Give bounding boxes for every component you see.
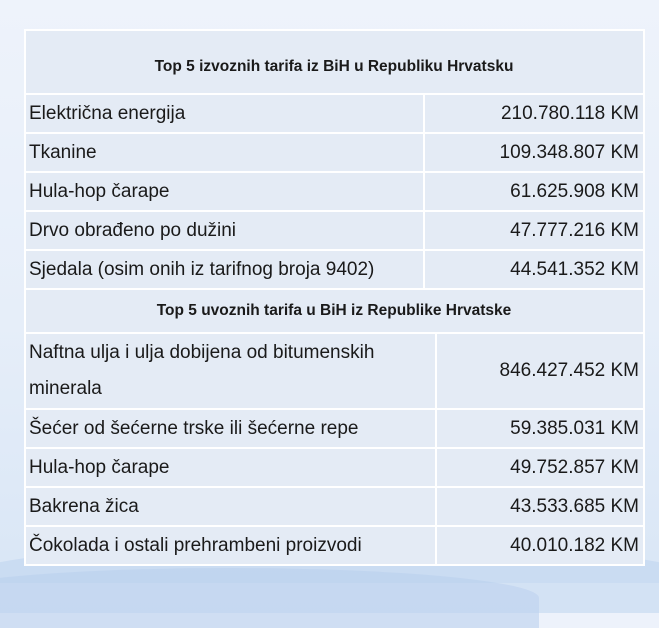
tariff-name: Naftna ulja i ulja dobijena od bitumenskih minerala: [25, 333, 436, 409]
tariff-value: 49.752.857 KM: [436, 448, 644, 487]
tariff-name: Čokolada i ostali prehrambeni proizvodi: [25, 526, 436, 565]
table-row: [25, 172, 644, 211]
tariff-value: 61.625.908 KM: [424, 172, 644, 211]
tariff-value: 43.533.685 KM: [436, 487, 644, 526]
table-row: [25, 333, 644, 409]
tariff-value: 210.780.118 KM: [424, 94, 644, 133]
table-row: [25, 448, 644, 487]
table-title: Top 5 izvoznih tarifa iz BiH u Republiku Hrvatsku: [25, 30, 644, 94]
tariff-name: Šećer od šećerne trske ili šećerne repe: [25, 409, 436, 448]
table-row: [25, 211, 644, 250]
table-row: [25, 409, 644, 448]
tariff-name: Hula-hop čarape: [25, 172, 424, 211]
tariff-value: 40.010.182 KM: [436, 526, 644, 565]
tariff-name: Električna energija: [25, 94, 424, 133]
table-row: [25, 487, 644, 526]
import-tariffs-table: [24, 288, 645, 566]
tariff-value: 109.348.807 KM: [424, 133, 644, 172]
export-tariffs-table: [24, 29, 645, 290]
tariff-value: 47.777.216 KM: [424, 211, 644, 250]
table-row: [25, 94, 644, 133]
tariff-name: Hula-hop čarape: [25, 448, 436, 487]
tariff-name: Tkanine: [25, 133, 424, 172]
table-row: [25, 250, 644, 289]
tariff-value: 44.541.352 KM: [424, 250, 644, 289]
tariff-value: 846.427.452 KM: [436, 333, 644, 409]
tariff-value: 59.385.031 KM: [436, 409, 644, 448]
table-row: [25, 133, 644, 172]
tariff-name: Bakrena žica: [25, 487, 436, 526]
table-row: [25, 526, 644, 565]
tariff-name: Sjedala (osim onih iz tarifnog broja 9402): [25, 250, 424, 289]
table-title: Top 5 uvoznih tarifa u BiH iz Republike Hrvatske: [25, 289, 644, 333]
tariff-name: Drvo obrađeno po dužini: [25, 211, 424, 250]
